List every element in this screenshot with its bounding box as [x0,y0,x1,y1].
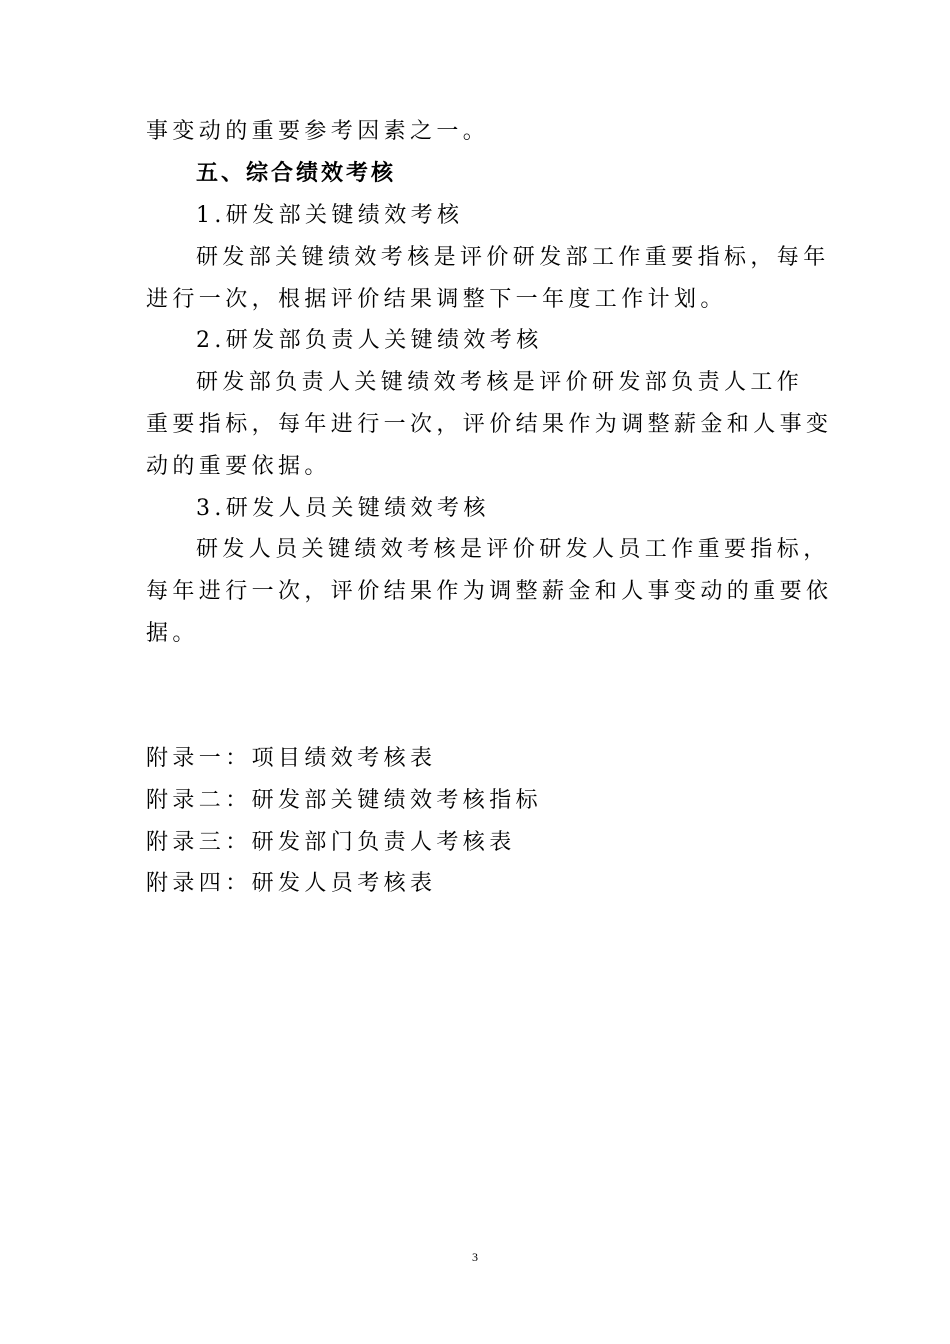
body-text-line: 事变动的重要参考因素之一。 [146,119,490,144]
appendix-item: 附录四：研发人员考核表 [146,871,437,896]
item-2-text: 重要指标，每年进行一次，评价结果作为调整薪金和人事变 [146,412,833,437]
item-3-text: 每年进行一次，评价结果作为调整薪金和人事变动的重要依 [146,579,833,604]
item-3-text: 据。 [146,621,199,646]
page-number: 3 [472,1250,478,1264]
item-heading-2: 2.研发部负责人关键绩效考核 [196,328,543,353]
appendix-item: 附录三：研发部门负责人考核表 [146,830,516,855]
item-heading-3: 3.研发人员关键绩效考核 [196,496,490,521]
appendix-item: 附录二：研发部关键绩效考核指标 [146,788,543,813]
item-2-text: 动的重要依据。 [146,454,331,479]
item-1-text: 进行一次，根据评价结果调整下一年度工作计划。 [146,287,727,312]
item-heading-1: 1.研发部关键绩效考核 [196,203,464,228]
item-3-text: 研发人员关键绩效考核是评价研发人员工作重要指标， [196,537,830,562]
appendix-item: 附录一：项目绩效考核表 [146,746,437,771]
section-heading: 五、综合绩效考核 [196,161,397,186]
item-1-text: 研发部关键绩效考核是评价研发部工作重要指标，每年 [196,245,830,270]
item-2-text: 研发部负责人关键绩效考核是评价研发部负责人工作 [196,370,804,395]
